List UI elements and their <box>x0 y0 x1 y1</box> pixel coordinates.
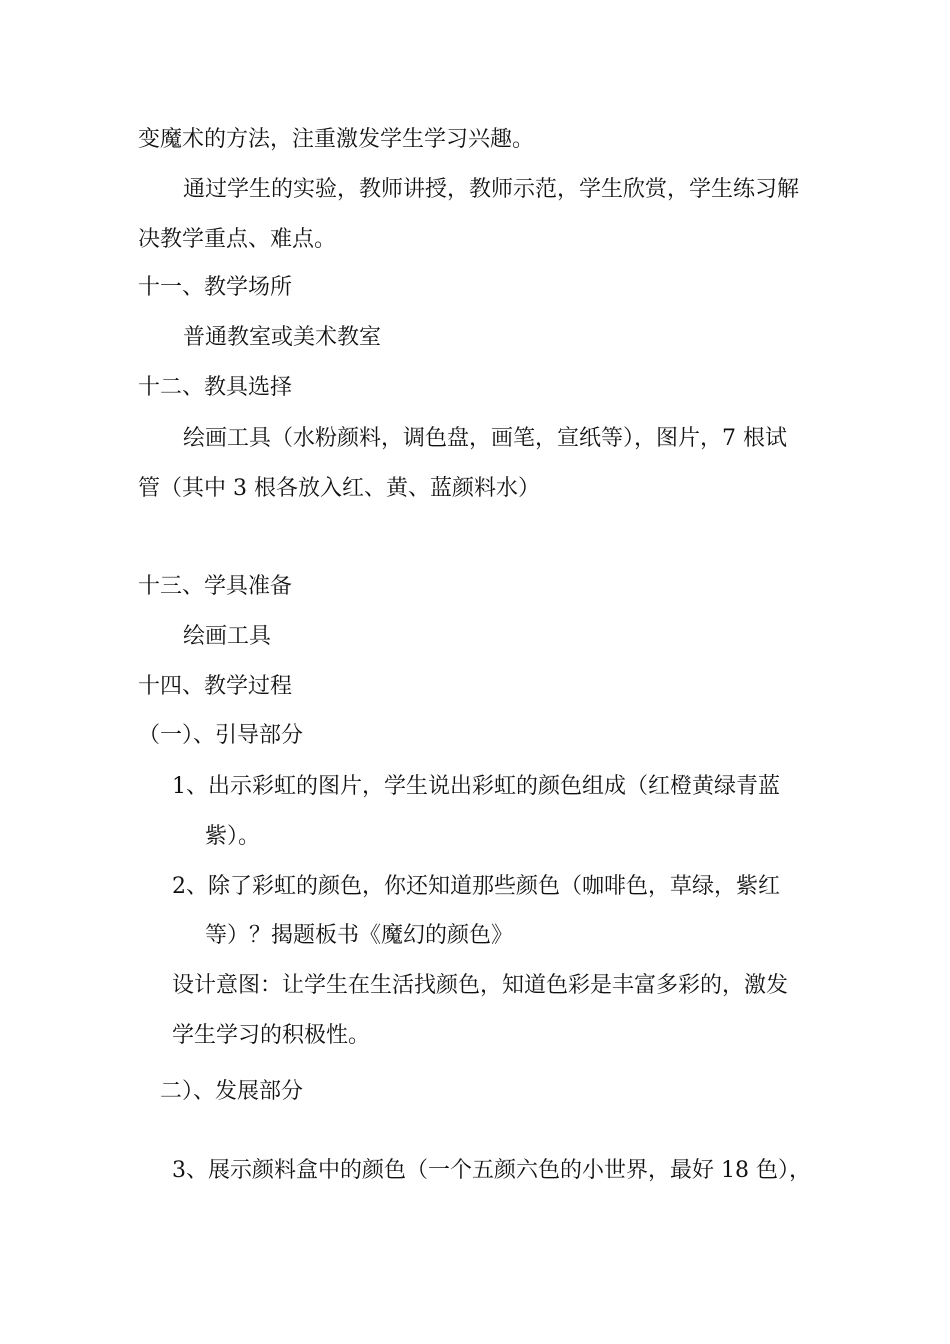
design-intent: 设计意图：让学生在生活找颜色，知道色彩是丰富多彩的，激发 <box>172 973 789 998</box>
list-item: 3、展示颜料盒中的颜色（一个五颜六色的小世界，最好 18 色）， <box>172 1158 811 1183</box>
paragraph-line: 绘画工具（水粉颜料，调色盘，画笔，宣纸等），图片，7 根试 <box>183 426 787 451</box>
list-item-continuation: 等）？揭题板书《魔幻的颜色》 <box>205 923 514 948</box>
section-heading: 十四、教学过程 <box>138 674 293 699</box>
section-heading: 十一、教学场所 <box>138 275 293 300</box>
list-item: 2、除了彩虹的颜色，你还知道那些颜色（咖啡色，草绿，紫红 <box>172 874 780 899</box>
paragraph-line: 变魔术的方法，注重激发学生学习兴趣。 <box>138 127 535 152</box>
section-heading: 十三、学具准备 <box>138 574 293 599</box>
list-item: 1、出示彩虹的图片，学生说出彩虹的颜色组成（红橙黄绿青蓝 <box>172 774 780 799</box>
paragraph-line: 管（其中 3 根各放入红、黄、蓝颜料水） <box>138 476 540 501</box>
section-heading: 十二、教具选择 <box>138 375 293 400</box>
subsection-heading: （一）、引导部分 <box>138 723 304 748</box>
paragraph-line: 决教学重点、难点。 <box>138 227 337 252</box>
paragraph-line: 绘画工具 <box>183 624 272 649</box>
list-item-continuation: 紫）。 <box>205 824 261 849</box>
design-intent: 学生学习的积极性。 <box>172 1023 371 1048</box>
subsection-heading: 二）、发展部分 <box>160 1079 304 1104</box>
paragraph-line: 普通教室或美术教室 <box>183 325 382 350</box>
paragraph-line: 通过学生的实验，教师讲授，教师示范，学生欣赏，学生练习解 <box>183 177 800 202</box>
